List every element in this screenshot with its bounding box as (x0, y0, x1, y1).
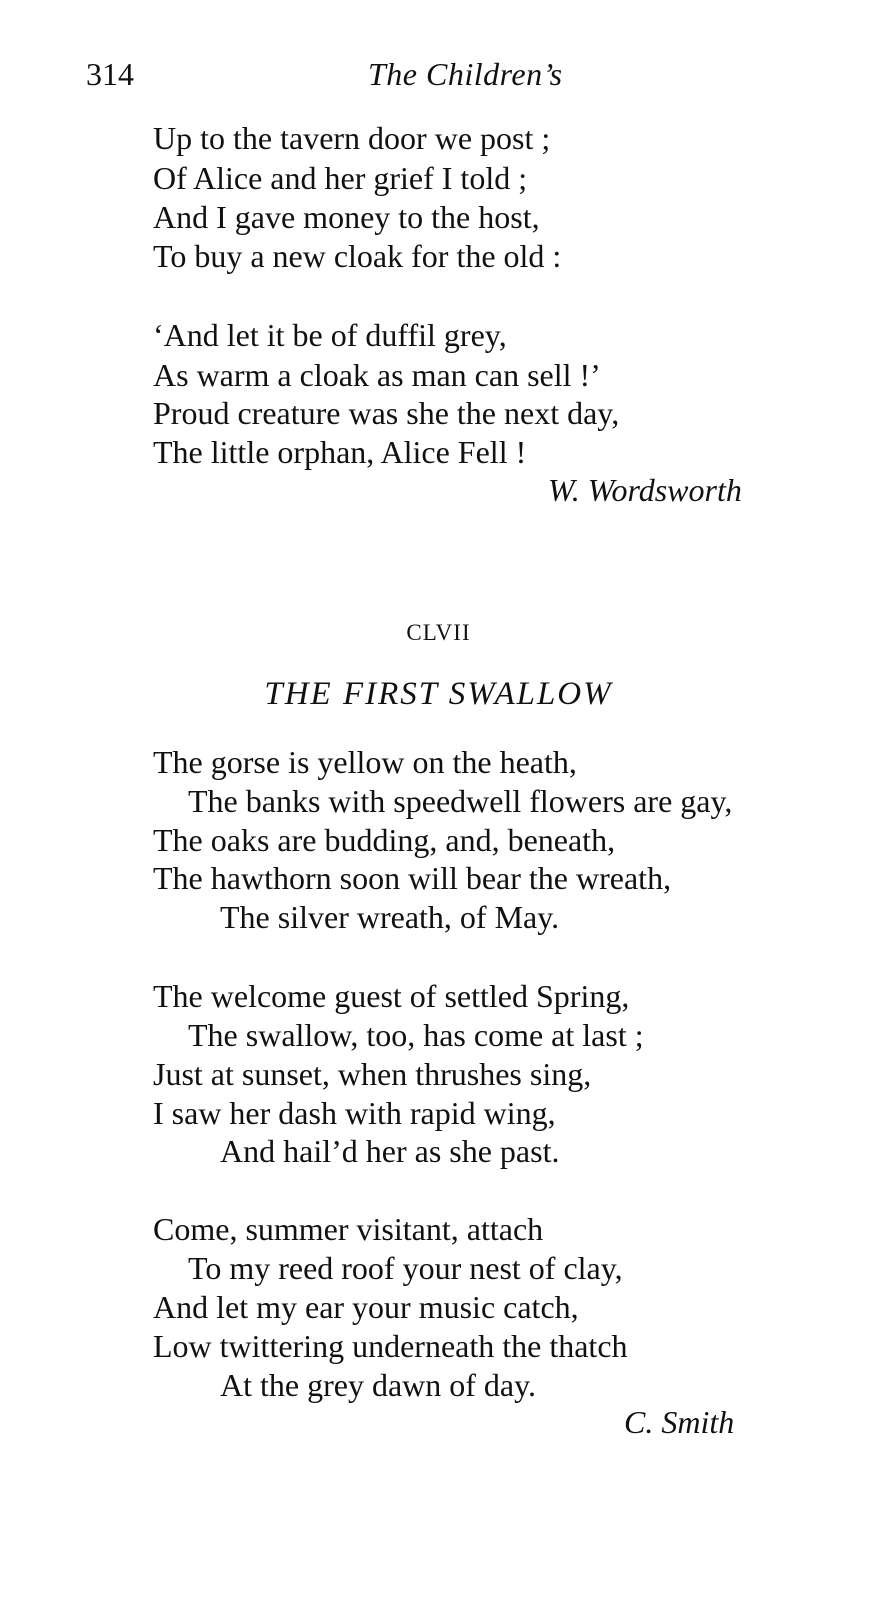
verse-line: The oaks are budding, and, beneath, (153, 822, 616, 858)
verse-line: Of Alice and her grief I told ; (153, 160, 528, 196)
poem-title: THE FIRST SWALLOW (264, 676, 613, 712)
verse-line: The gorse is yellow on the heath, (153, 744, 577, 780)
verse-line: Come, summer visitant, attach (153, 1211, 544, 1247)
page-header (0, 52, 877, 102)
verse-line: As warm a cloak as man can sell !’ (153, 357, 601, 393)
verse-line: Up to the tavern door we post ; (153, 120, 551, 156)
verse-line-indented: And hail’d her as she past. (220, 1133, 560, 1169)
poem-number: CLVII (406, 620, 471, 645)
verse-line: Proud creature was she the next day, (153, 395, 620, 431)
verse-line: Low twittering underneath the thatch (153, 1328, 628, 1364)
verse-line: The welcome guest of settled Spring, (153, 978, 630, 1014)
verse-line: And let my ear your music catch, (153, 1289, 579, 1325)
verse-line: The little orphan, Alice Fell ! (153, 434, 527, 470)
verse-line: And I gave money to the host, (153, 199, 540, 235)
verse-line: ‘And let it be of duffil grey, (153, 317, 507, 353)
running-title: The Children’s (368, 56, 563, 92)
verse-line-indented: At the grey dawn of day. (220, 1367, 537, 1403)
verse-line: I saw her dash with rapid wing, (153, 1095, 556, 1131)
page-number: 314 (86, 56, 134, 92)
verse-line-indented: The banks with speedwell flowers are gay, (188, 783, 733, 819)
verse-line-indented: The silver wreath, of May. (220, 899, 560, 935)
verse-line-indented: To my reed roof your nest of clay, (188, 1250, 623, 1286)
verse-line: To buy a new cloak for the old : (153, 238, 562, 274)
previous-poem-author: W. Wordsworth (548, 472, 742, 508)
poem-author: C. Smith (624, 1404, 735, 1440)
verse-line: The hawthorn soon will bear the wreath, (153, 860, 672, 896)
verse-line-indented: The swallow, too, has come at last ; (188, 1017, 644, 1053)
verse-line: Just at sunset, when thrushes sing, (153, 1056, 592, 1092)
